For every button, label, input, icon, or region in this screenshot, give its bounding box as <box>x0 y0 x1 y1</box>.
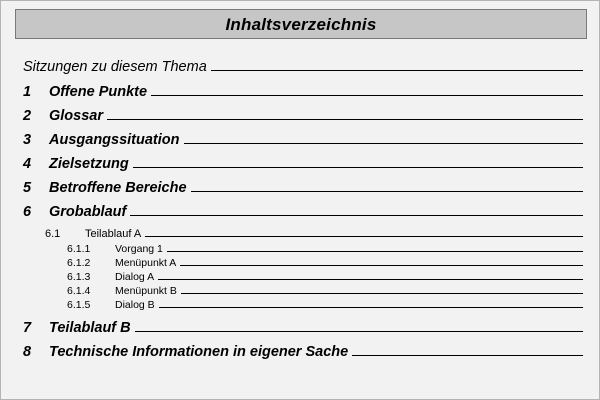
toc-leader-line <box>135 331 583 332</box>
toc-entry-label: Menüpunkt A <box>115 257 177 269</box>
toc-leader-line <box>181 293 583 294</box>
toc-entry-number: 5 <box>23 180 32 196</box>
toc-entry-number: 6.1.2 <box>67 257 91 269</box>
title-bar <box>15 9 587 39</box>
toc-leader-line <box>159 307 583 308</box>
toc-entry-number: 6.1.5 <box>67 299 91 311</box>
toc-entry[interactable] <box>23 257 583 269</box>
toc-entry-number: 6 <box>23 204 32 220</box>
toc-entry-label: Technische Informationen in eigener Sache <box>49 344 349 360</box>
toc-entry[interactable] <box>23 285 583 297</box>
toc-entry-label: Grobablauf <box>49 204 127 220</box>
toc-entry-number: 6.1.1 <box>67 243 91 255</box>
toc-entry-number: 6.1.4 <box>67 285 91 297</box>
table-of-contents <box>23 59 583 368</box>
toc-entry[interactable] <box>23 204 583 220</box>
toc-leader-line <box>158 279 583 280</box>
toc-entry-label: Dialog A <box>115 271 155 283</box>
toc-entry[interactable] <box>23 344 583 360</box>
toc-leader-line <box>191 191 583 192</box>
toc-entry[interactable] <box>23 59 583 75</box>
toc-entry-number: 6.1.3 <box>67 271 91 283</box>
toc-entry-label: Teilablauf B <box>49 320 131 336</box>
toc-leader-line <box>133 167 583 168</box>
toc-entry-label: Zielsetzung <box>49 156 129 172</box>
toc-leader-line <box>184 143 583 144</box>
toc-leader-line <box>130 215 583 216</box>
toc-leader-line <box>151 95 583 96</box>
toc-entry-label: Betroffene Bereiche <box>49 180 187 196</box>
toc-entry[interactable] <box>23 243 583 255</box>
toc-entry-label: Dialog B <box>115 299 155 311</box>
toc-entry[interactable] <box>23 228 583 240</box>
toc-entry-label: Menüpunkt B <box>115 285 177 297</box>
toc-entry[interactable] <box>23 299 583 311</box>
toc-entry[interactable] <box>23 180 583 196</box>
toc-entry[interactable] <box>23 84 583 100</box>
toc-entry-label: Teilablauf A <box>85 228 142 240</box>
toc-entry[interactable] <box>23 132 583 148</box>
toc-entry-number: 1 <box>23 84 32 100</box>
toc-entry[interactable] <box>23 271 583 283</box>
toc-leader-line <box>211 70 583 71</box>
toc-entry-label: Ausgangssituation <box>49 132 180 148</box>
toc-entry-number: 4 <box>23 156 32 172</box>
toc-entry-number: 7 <box>23 320 32 336</box>
page-title: Inhaltsverzeichnis <box>225 15 377 34</box>
toc-leader-line <box>107 119 583 120</box>
toc-entry-number: 8 <box>23 344 32 360</box>
toc-leader-line <box>145 236 583 237</box>
toc-spacer <box>23 313 583 320</box>
toc-entry-label: Glossar <box>49 108 103 124</box>
toc-leader-line <box>167 251 583 252</box>
toc-entry[interactable] <box>23 320 583 336</box>
toc-entry-label: Vorgang 1 <box>115 243 163 255</box>
toc-entry-label: Sitzungen zu diesem Thema <box>23 59 207 75</box>
toc-entry-label: Offene Punkte <box>49 84 148 100</box>
toc-entry-number: 3 <box>23 132 32 148</box>
toc-entry-number: 2 <box>23 108 32 124</box>
toc-entry-number: 6.1 <box>45 228 61 240</box>
toc-leader-line <box>352 355 583 356</box>
toc-leader-line <box>180 265 583 266</box>
toc-entry[interactable] <box>23 156 583 172</box>
toc-entry[interactable] <box>23 108 583 124</box>
